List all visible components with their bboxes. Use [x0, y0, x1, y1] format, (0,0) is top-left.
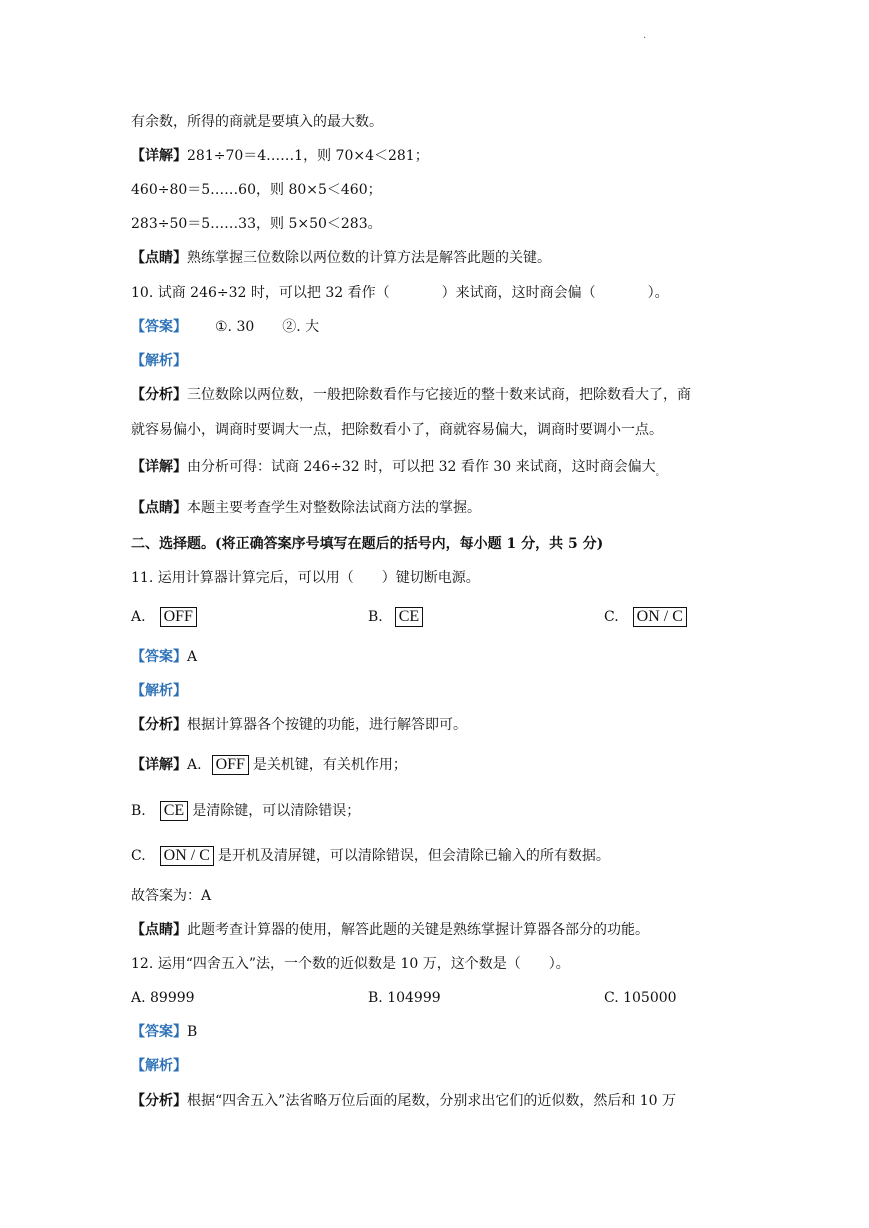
analysis-tag: 【解析】: [131, 1058, 187, 1074]
q10-dianjing: [131, 498, 481, 518]
q10-answer-2: ②. 大: [282, 319, 320, 335]
q12-answer: [131, 1022, 197, 1042]
option-label: C.: [604, 609, 619, 625]
option-label: B.: [131, 803, 146, 819]
ce-key-icon: CE: [395, 607, 423, 627]
analysis-tag: 【解析】: [131, 353, 187, 369]
ce-key-icon: CE: [160, 801, 188, 821]
q12-answer-value: B: [187, 1024, 198, 1040]
q10-part-b: ）来试商，这时商会偏（: [441, 285, 596, 301]
q10-part-a: 10. 试商 246÷32 时，可以把 32 看作（: [131, 285, 390, 301]
xiangjie-tag: 【详解】: [131, 757, 187, 773]
q10-fenxi-text-2: 就容易偏小，调商时要调大一点，把除数看小了，商就容易偏大，调商时要调小一点。: [131, 422, 663, 438]
q12-option-a: A. 89999: [131, 990, 195, 1006]
answer-tag: 【答案】: [131, 319, 187, 335]
question-10: [131, 283, 669, 303]
text-line: 有余数，所得的商就是要填入的最大数。: [131, 114, 383, 130]
q10-part-c: ）。: [647, 285, 669, 301]
analysis-tag: 【解析】: [131, 683, 187, 699]
off-key-icon: OFF: [160, 607, 197, 627]
dianjing-tag: 【点睛】: [131, 922, 187, 938]
q11-option-a: [131, 607, 197, 627]
question-12: 12. 运用“四舍五入”法，一个数的近似数是 10 万，这个数是（ ）。: [131, 956, 570, 972]
q11-answer: [131, 647, 197, 667]
q12-fenxi-text: 根据“四舍五入”法省略万位后面的尾数，分别求出它们的近似数，然后和 10 万: [187, 1093, 677, 1109]
q11-option-b: [368, 607, 423, 627]
q12-option-c: C. 105000: [604, 990, 677, 1006]
q10-xiangjie: [131, 457, 665, 483]
text-line: [131, 248, 551, 268]
point-text: 熟练掌握三位数除以两位数的计算方法是解答此题的关键。: [187, 250, 551, 266]
answer-tag: 【答案】: [131, 1024, 187, 1040]
q11-final-answer: 故答案为：A: [131, 888, 212, 904]
option-label: A.: [131, 609, 146, 625]
page-marker: .: [643, 30, 647, 41]
q11-xiangjie-c: [131, 846, 610, 866]
q10-xiangjie-end: 。: [655, 468, 665, 478]
q10-xiangjie-text: 由分析可得：试商 246÷32 时，可以把 32 看作 30 来试商，这时商会偏大: [187, 459, 656, 475]
q10-dianjing-text: 本题主要考查学生对整数除法试商方法的掌握。: [187, 500, 481, 516]
q11-fenxi-text: 根据计算器各个按键的功能，进行解答即可。: [187, 717, 467, 733]
q11-answer-value: A: [187, 649, 198, 665]
q11-xiangjie-c-text: 是开机及清屏键，可以清除错误，但会清除已输入的所有数据。: [217, 848, 610, 864]
section-heading: 二、选择题。(将正确答案序号填写在题后的括号内，每小题 1 分，共 5 分): [131, 536, 604, 552]
q10-answer-1: ①. 30: [215, 319, 255, 335]
option-label: C.: [131, 848, 146, 864]
detail-tag: 【详解】: [131, 148, 187, 164]
on-c-key-icon: ON / C: [633, 607, 687, 627]
q11-fenxi: [131, 715, 467, 735]
xiangjie-tag: 【详解】: [131, 459, 187, 475]
q11-xiangjie-b-text: 是清除键，可以清除错误；: [192, 803, 361, 819]
q11-xiangjie-a: [131, 755, 407, 775]
q10-fenxi: [131, 385, 691, 405]
fenxi-tag: 【分析】: [131, 717, 187, 733]
q12-fenxi: [131, 1091, 676, 1111]
text-line: 460÷80＝5……60，则 80×5＜460；: [131, 182, 382, 198]
dianjing-tag: 【点睛】: [131, 500, 187, 516]
q11-xiangjie-b: [131, 801, 360, 821]
q10-answer: [131, 317, 319, 337]
question-11: 11. 运用计算器计算完后，可以用（ ）键切断电源。: [131, 570, 480, 586]
q11-option-c: [604, 607, 687, 627]
q11-dianjing-text: 此题考查计算器的使用，解答此题的关键是熟练掌握计算器各部分的功能。: [187, 922, 649, 938]
detail-text: 281÷70＝4……1，则 70×4＜281；: [187, 148, 429, 164]
option-label: B.: [368, 609, 383, 625]
text-line: [131, 146, 429, 166]
fenxi-tag: 【分析】: [131, 387, 187, 403]
q12-option-b: B. 104999: [368, 990, 441, 1006]
fenxi-tag: 【分析】: [131, 1093, 187, 1109]
text-line: 283÷50＝5……33，则 5×50＜283。: [131, 216, 382, 232]
answer-tag: 【答案】: [131, 649, 187, 665]
q11-xiangjie-a-text: 是关机键，有关机作用；: [252, 757, 407, 773]
q11-dianjing: [131, 920, 649, 940]
point-tag: 【点睛】: [131, 250, 187, 266]
q10-fenxi-text-1: 三位数除以两位数，一般把除数看作与它接近的整十数来试商，把除数看大了，商: [187, 387, 691, 403]
off-key-icon: OFF: [212, 755, 249, 775]
on-c-key-icon: ON / C: [160, 846, 214, 866]
option-label: A.: [187, 757, 202, 773]
